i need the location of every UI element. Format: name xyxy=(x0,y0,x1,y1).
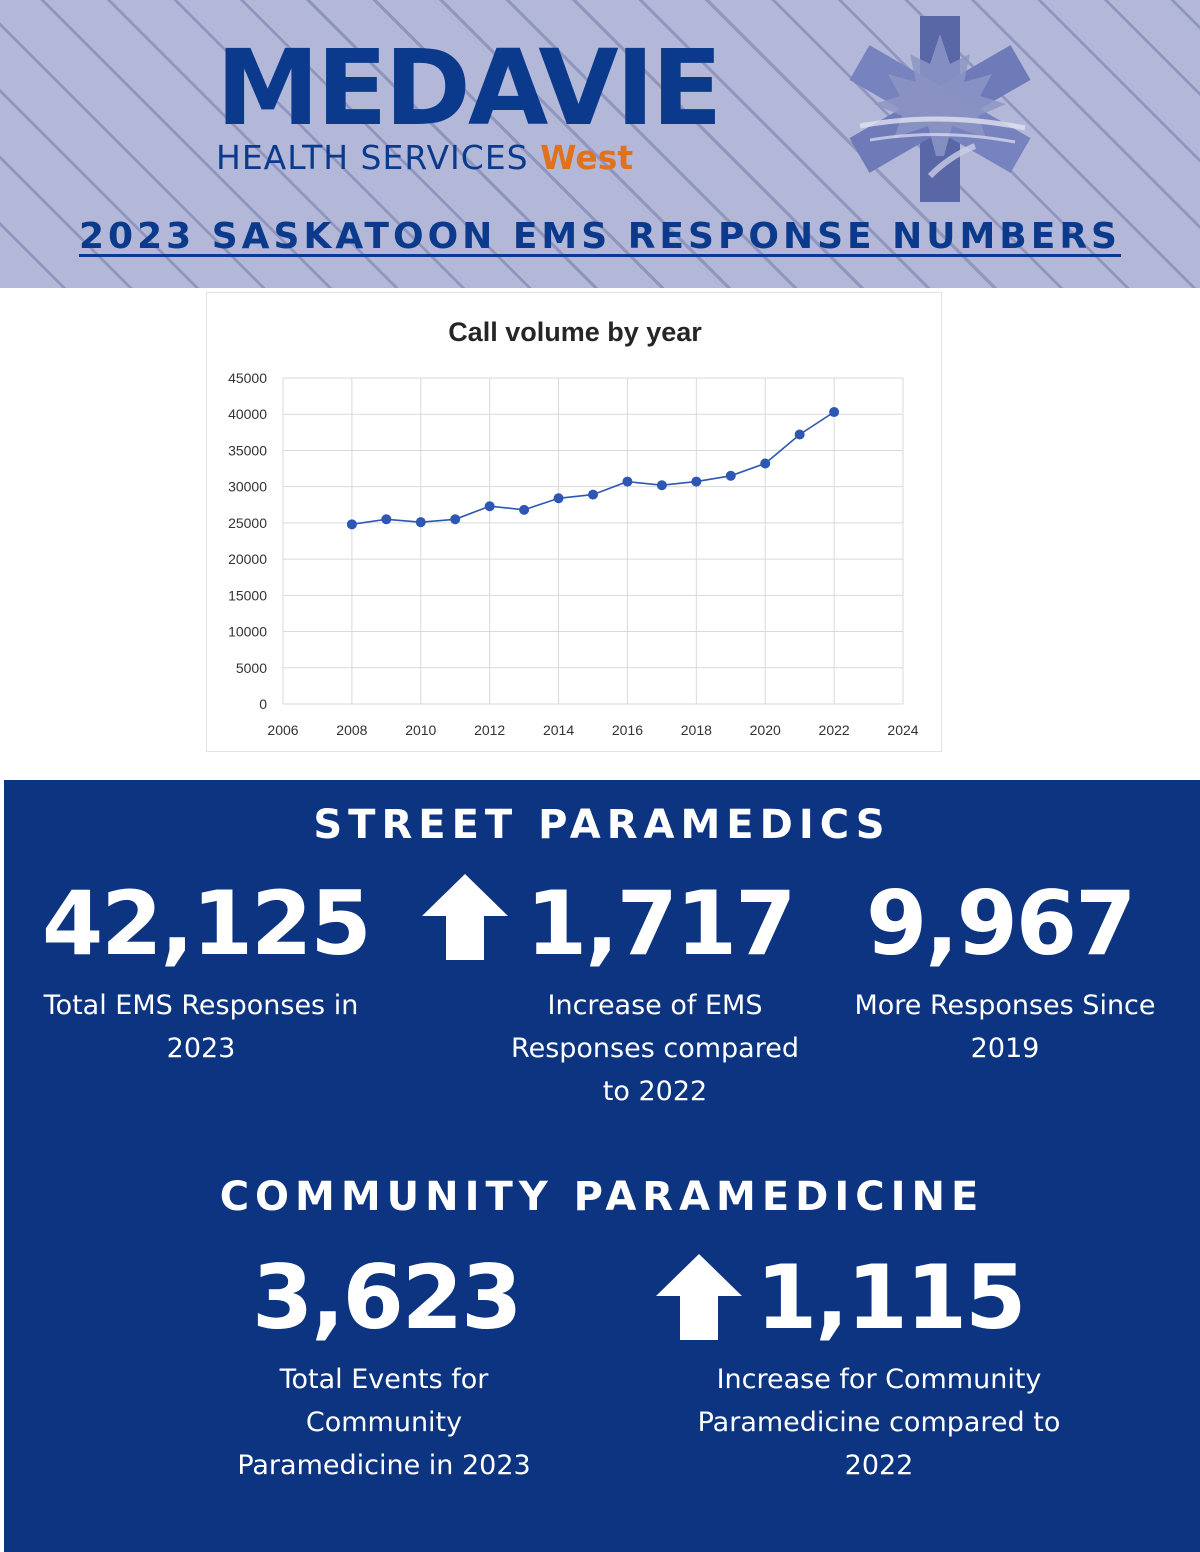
data-point xyxy=(829,407,839,417)
page-title: 2023 SASKATOON EMS RESPONSE NUMBERS xyxy=(79,216,1121,257)
data-point xyxy=(554,493,564,503)
x-tick-label: 2020 xyxy=(749,722,781,738)
brand-region: West xyxy=(540,138,634,177)
stat-community-total-events: 3,623 xyxy=(252,1246,521,1349)
y-tick-label: 30000 xyxy=(228,478,267,495)
x-tick-label: 2010 xyxy=(405,722,437,738)
x-tick-label: 2016 xyxy=(611,722,644,738)
x-tick-label: 2006 xyxy=(267,722,299,738)
data-point xyxy=(760,458,770,468)
data-point xyxy=(450,514,460,524)
y-tick-label: 20000 xyxy=(228,551,267,568)
brand-sub-text: HEALTH SERVICES xyxy=(216,138,529,177)
data-point xyxy=(726,471,736,481)
stat-more-responses-caption: More Responses Since 2019 xyxy=(854,990,1156,1064)
stats-section xyxy=(4,780,1200,1552)
data-point xyxy=(691,477,701,487)
star-of-life-maple-leaf-icon xyxy=(840,16,1040,202)
header-banner xyxy=(0,0,1200,288)
x-tick-label: 2018 xyxy=(680,722,712,738)
y-tick-label: 25000 xyxy=(228,514,267,531)
y-tick-label: 15000 xyxy=(228,587,267,604)
stat-community-increase-caption: Increase for Community Paramedicine compared to 2022 xyxy=(697,1364,1061,1481)
x-tick-label: 2008 xyxy=(336,722,368,738)
brand-subtitle xyxy=(216,140,816,176)
data-point xyxy=(622,477,632,487)
series-line xyxy=(352,412,834,524)
chart-svg xyxy=(207,293,943,753)
brand-logotype xyxy=(216,27,816,177)
x-tick-label: 2012 xyxy=(474,722,506,738)
data-point xyxy=(485,501,495,511)
data-point xyxy=(519,505,529,515)
chart-title: Call volume by year xyxy=(448,317,702,347)
x-tick-label: 2022 xyxy=(818,722,850,738)
stat-more-responses-since-2019: 9,967 xyxy=(866,872,1135,975)
y-tick-label: 5000 xyxy=(235,659,267,676)
stat-total-ems-caption: Total EMS Responses in 2023 xyxy=(43,990,359,1064)
stat-community-total-caption: Total Events for Community Paramedicine in 2023 xyxy=(237,1364,531,1481)
street-paramedics-heading: STREET PARAMEDICS xyxy=(313,802,891,848)
call-volume-chart xyxy=(206,292,942,752)
data-point xyxy=(588,490,598,500)
stat-total-ems-responses: 42,125 xyxy=(42,872,370,975)
stat-ems-increase: 1,717 xyxy=(526,872,795,975)
data-point xyxy=(381,514,391,524)
stat-community-increase: 1,115 xyxy=(756,1246,1025,1349)
brand-name: MEDAVIE xyxy=(216,27,720,149)
arrow-up-icon xyxy=(656,1254,742,1340)
y-tick-label: 35000 xyxy=(228,442,267,459)
data-point xyxy=(347,519,357,529)
x-tick-label: 2014 xyxy=(542,722,575,738)
stat-ems-increase-caption: Increase of EMS Responses compared to 2022 xyxy=(511,990,799,1107)
community-paramedicine-heading: COMMUNITY PARAMEDICINE xyxy=(219,1174,985,1220)
data-point xyxy=(416,517,426,527)
data-point xyxy=(657,480,667,490)
x-tick-label: 2024 xyxy=(887,722,919,738)
y-tick-label: 40000 xyxy=(228,406,267,423)
data-point xyxy=(795,430,805,440)
arrow-up-icon xyxy=(422,874,508,960)
y-tick-label: 10000 xyxy=(228,623,267,640)
y-tick-label: 45000 xyxy=(228,370,267,386)
y-tick-label: 0 xyxy=(259,696,267,712)
